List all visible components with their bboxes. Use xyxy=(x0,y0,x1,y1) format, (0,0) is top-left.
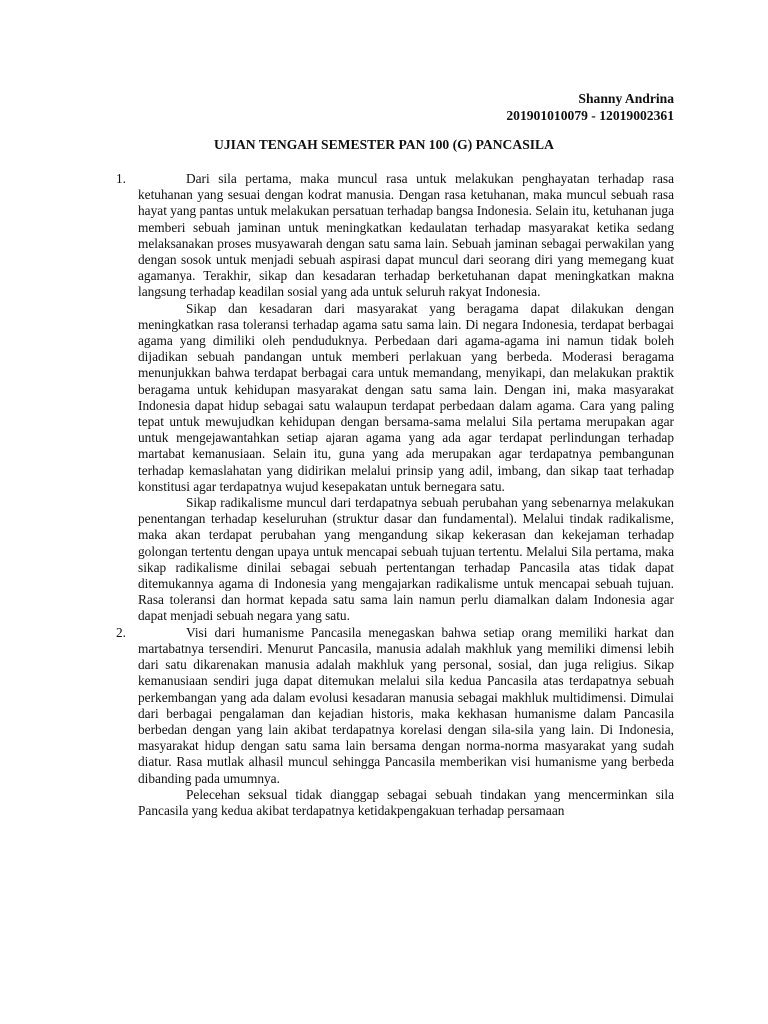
author-name: Shanny Andrina xyxy=(578,91,674,106)
section-number: 1. xyxy=(116,171,127,186)
author-block xyxy=(506,90,674,124)
paragraph: Sikap dan kesadaran dari masyarakat yang beragama dapat dilakukan dengan meningkatkan rasa toleransi terhadap agama satu sama lain. Di negara Indonesia, terdapat berbagai agama yang dimiliki oleh penduduknya. Perbedaan dari agama-agama ini namun tidak boleh dijadikan sebuah pandangan untuk memberi perlakuan yang berbeda. Moderasi beragama menunjukkan bahwa terdapat berbagai cara untuk memandang, menyikapi, dan melakukan praktik beragama untuk kehidupan masyarakat dengan satu sama lain. Dengan ini, maka masyarakat Indonesia dapat hidup sebagai satu walaupun terdapat perbedaan dalam agama. Cara yang paling tepat untuk mewujudkan kehidupan dengan bersama-sama melalui Sila pertama merupakan agar untuk mengejawantahkan setiap ajaran agama yang ada agar terdapat perlindungan terhadap martabat kemanusiaan. Selain itu, guna yang ada merupakan agar terdapatnya pembangunan terhadap kemaslahatan yang didirikan melalui prinsip yang adil, imbang, dan sikap taat terhadap konstitusi agar terdapatnya wujud kesepakatan untuk bernegara satu. xyxy=(138,300,674,494)
document-title: UJIAN TENGAH SEMESTER PAN 100 (G) PANCASILA xyxy=(214,137,554,152)
paragraph: Visi dari humanisme Pancasila menegaskan bahwa setiap orang memiliki harkat dan martabatnya tersendiri. Menurut Pancasila, manusia adalah makhluk yang memiliki dimensi lebih dari satu dikarenakan manusia adalah makhluk yang personal, sosial, dan juga religius. Sikap kemanusiaan sendiri juga dapat ditemukan melalui sila kedua Pancasila atas terdapatnya sebuah perkembangan yang ada dalam evolusi kesadaran manusia sebagai makhluk multidimensi. Dimulai dari berbagai pengalaman dan kejadian historis, maka kekhasan humanisme dalam Pancasila berbedan dengan yang lain akibat terdapatnya korelasi dengan sila-sila yang lain. Di Indonesia, masyarakat hidup dengan satu sama lain bersama dengan norma-norma masyarakat yang sudah diatur. Rasa mutlak alhasil muncul sehingga Pancasila memberikan visi humanisme yang berbeda dibanding pada umumnya. xyxy=(138,624,674,786)
paragraph: Sikap radikalisme muncul dari terdapatnya sebuah perubahan yang sebenarnya melakukan penentangan terhadap keseluruhan (struktur dasar dan fundamental). Melalui tindak radikalisme, maka akan terdapat perubahan yang mengandung sikap kekerasan dan kekejaman terhadap golongan tertentu dengan upaya untuk mencapai sebuah tujuan tertentu. Melalui Sila pertama, maka sikap radikalisme dinilai sebagai sebuah pertentangan terhadap Pancasila atas tidak dapat ditemukannya agama di Indonesia yang mengajarkan radikalisme untuk mencapai sebuah tujuan. Rasa toleransi dan hormat kepada satu sama lain namun perlu diamalkan dalam Indonesia agar dapat menjadi sebuah negara yang satu. xyxy=(138,495,674,624)
paragraph: Pelecehan seksual tidak dianggap sebagai sebuah tindakan yang mencerminkan sila Pancasila yang kedua akibat terdapatnya ketidakpengakuan terhadap persamaan xyxy=(138,786,674,818)
section-number: 2. xyxy=(116,624,127,640)
student-ids: 201901010079 - 12019002361 xyxy=(506,108,674,123)
paragraph: Dari sila pertama, maka muncul rasa untuk melakukan penghayatan terhadap rasa ketuhanan yang sesuai dengan kodrat manusia. Dengan rasa ketuhanan, maka muncul sebuah rasa hayat yang pantas untuk melakukan persatuan terhadap bangsa Indonesia. Selain itu, ketuhanan juga memberi sebuah jaminan untuk meningkatkan kedaulatan terhadap masyarakat ketika sedang melaksanakan proses musyawarah dengan satu sama lain. Sebuah jaminan sebagai perwakilan yang dengan sosok untuk menjadi sebuah aspirasi dapat muncul dari seorang diri yang memegang kuat agamanya. Terakhir, sikap dan kesadaran terhadap berketuhanan dapat meningkatkan makna langsung terhadap keadilan sosial yang ada untuk seluruh rakyat Indonesia. xyxy=(138,171,674,300)
answer-section-1 xyxy=(116,171,674,625)
answer-section-2 xyxy=(116,624,674,819)
document-body xyxy=(116,171,674,819)
